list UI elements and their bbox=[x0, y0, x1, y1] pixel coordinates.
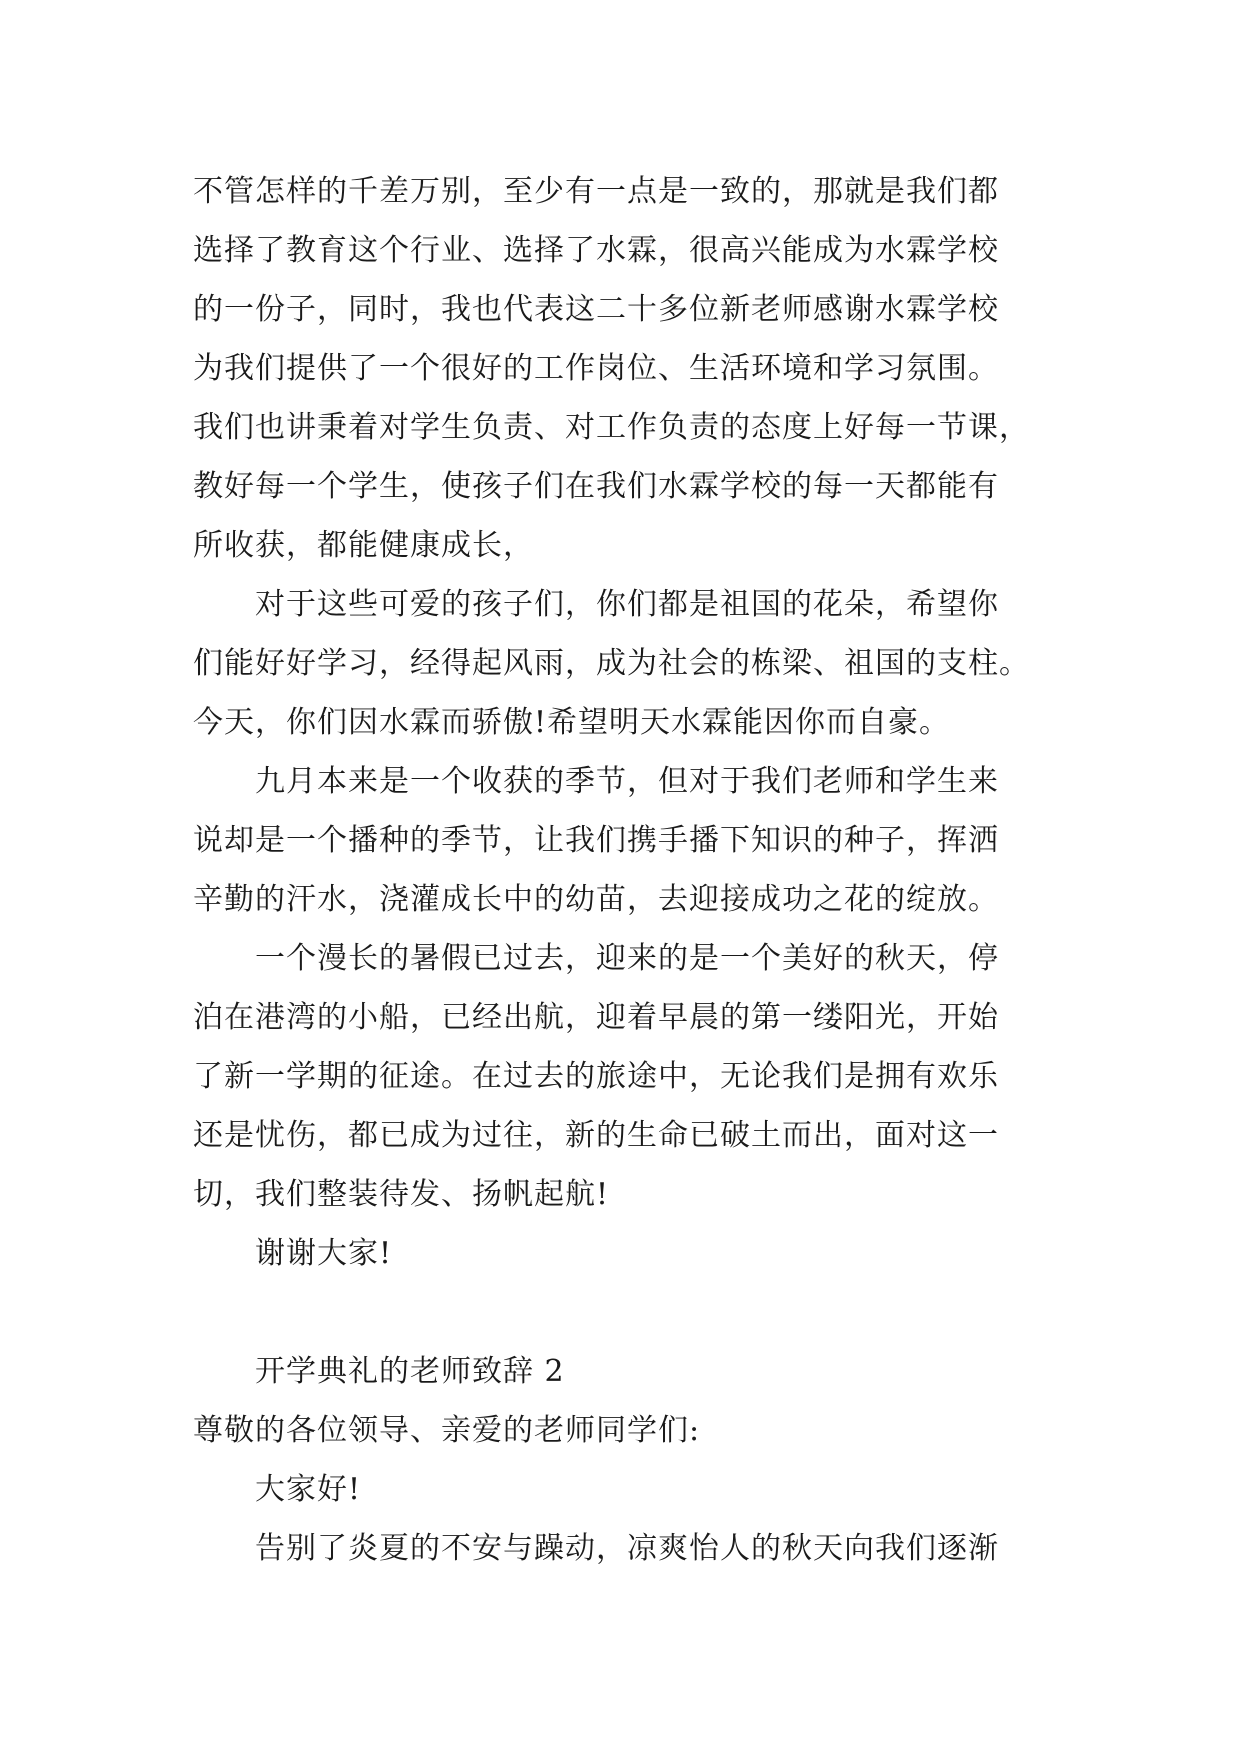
text-line: 为我们提供了一个很好的工作岗位、生活环境和学习氛围。 bbox=[193, 351, 999, 386]
text-line: 对于这些可爱的孩子们，你们都是祖国的花朵，希望你 bbox=[255, 587, 999, 622]
text-line: 说却是一个播种的季节，让我们携手播下知识的种子，挥洒 bbox=[193, 823, 999, 858]
text-line: 不管怎样的千差万别，至少有一点是一致的，那就是我们都 bbox=[193, 174, 999, 209]
section-title: 开学典礼的老师致辞 2 bbox=[255, 1354, 565, 1389]
text-line: 的一份子，同时，我也代表这二十多位新老师感谢水霖学校 bbox=[193, 292, 999, 327]
text-line: 今天，你们因水霖而骄傲!希望明天水霖能因你而自豪。 bbox=[193, 705, 951, 740]
text-line: 泊在港湾的小船，已经出航，迎着早晨的第一缕阳光，开始 bbox=[193, 1000, 999, 1035]
text-line: 们能好好学习，经得起风雨，成为社会的栋梁、祖国的支柱。 bbox=[193, 646, 1030, 681]
text-line: 切，我们整装待发、扬帆起航! bbox=[193, 1177, 610, 1212]
blank-line bbox=[193, 1283, 1073, 1342]
text-line: 我们也讲秉着对学生负责、对工作负责的态度上好每一节课， bbox=[193, 410, 1030, 445]
text-line: 所收获，都能健康成长， bbox=[193, 528, 534, 563]
text-line: 还是忧伤，都已成为过往，新的生命已破土而出，面对这一 bbox=[193, 1118, 999, 1153]
text-line: 选择了教育这个行业、选择了水霖，很高兴能成为水霖学校 bbox=[193, 233, 999, 268]
text-line: 了新一学期的征途。在过去的旅途中，无论我们是拥有欢乐 bbox=[193, 1059, 999, 1094]
document-body bbox=[193, 162, 1073, 1578]
text-line: 辛勤的汗水，浇灌成长中的幼苗，去迎接成功之花的绽放。 bbox=[193, 882, 999, 917]
greeting: 大家好! bbox=[255, 1472, 362, 1507]
text-line: 教好每一个学生，使孩子们在我们水霖学校的每一天都能有 bbox=[193, 469, 999, 504]
text-line: 九月本来是一个收获的季节，但对于我们老师和学生来 bbox=[255, 764, 999, 799]
text-line: 一个漫长的暑假已过去，迎来的是一个美好的秋天，停 bbox=[255, 941, 999, 976]
text-line: 告别了炎夏的不安与躁动，凉爽怡人的秋天向我们逐渐 bbox=[255, 1531, 999, 1566]
salutation: 尊敬的各位领导、亲爱的老师同学们: bbox=[193, 1413, 701, 1448]
thanks-line: 谢谢大家! bbox=[255, 1236, 393, 1271]
